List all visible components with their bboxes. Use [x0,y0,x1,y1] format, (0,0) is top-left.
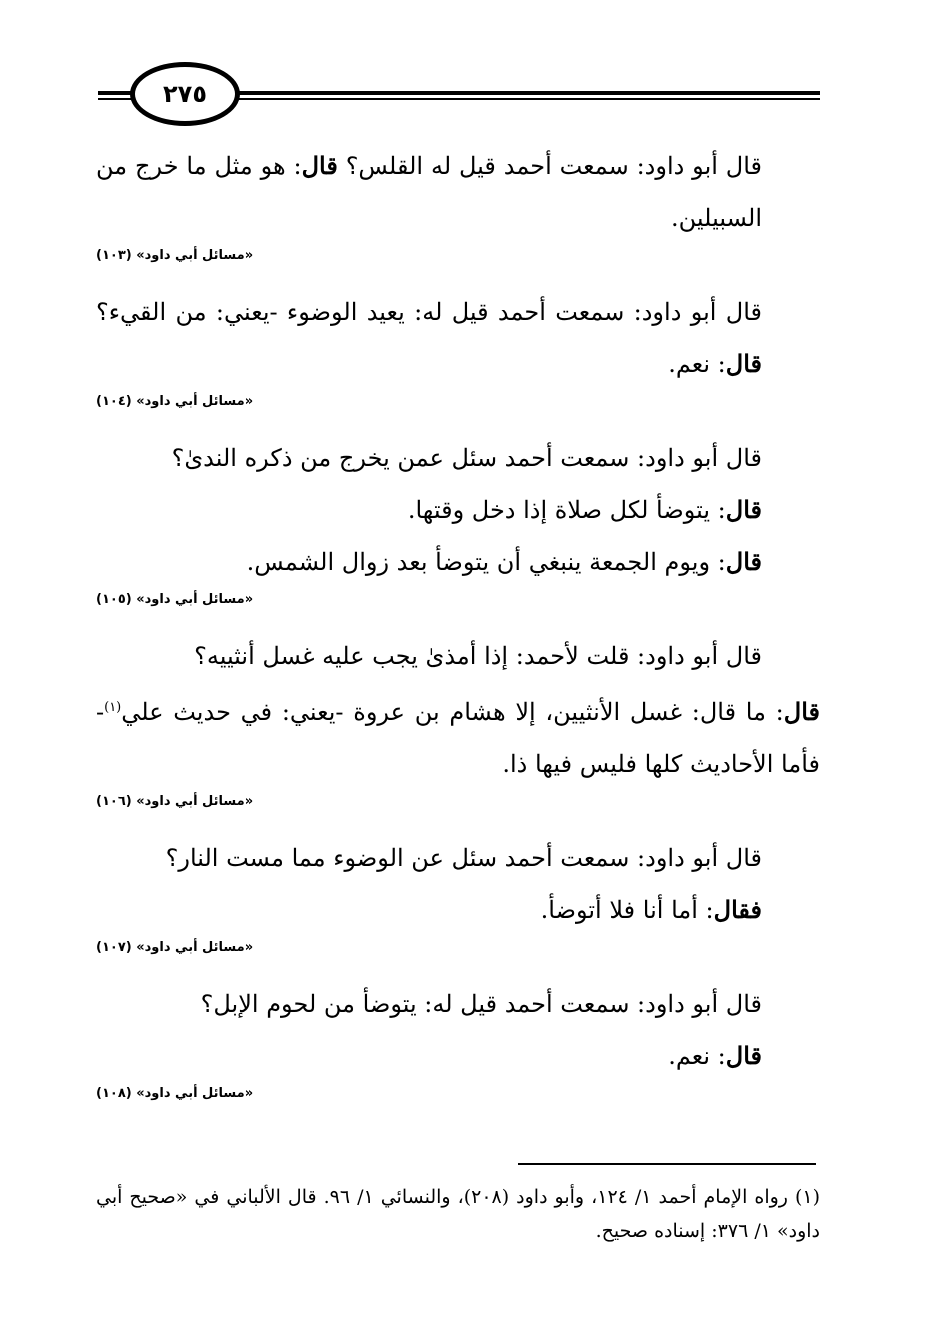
page-header [98,62,820,132]
source-citation: «مسائل أبي داود» (١٠٨) [96,1086,254,1101]
paragraph: قال: يتوضأ لكل صلاة إذا دخل وقتها. [407,495,762,524]
source-citation: «مسائل أبي داود» (١٠٧) [96,940,254,955]
source-citation: «مسائل أبي داود» (١٠٦) [96,794,254,809]
source-citation: «مسائل أبي داود» (١٠٥) [96,592,254,607]
footnote-divider [518,1163,816,1165]
page-number: ٢٧٥ [130,62,240,126]
paragraph: قال: ما قال: غسل الأنثيين، إلا هشام بن عروة -يعني: في حديث علي$^{(١)}$- فأما الأحاديث كلها فليس فيها ذا. [96,697,820,778]
paragraph: فقال: أما أنا فلا أتوضأ. [540,895,762,924]
source-citation: «مسائل أبي داود» (١٠٤) [96,394,254,409]
paragraph: قال: ويوم الجمعة ينبغي أن يتوضأ بعد زوال الشمس. [246,547,762,576]
footnote: (١) رواه الإمام أحمد ١/ ١٢٤، وأبو داود (٢٠٨)، والنسائي ١/ ٩٦. قال الألباني في «صحيح أبي داود» ١/ ٣٧٦: إسناده صحيح. [96,1186,821,1242]
paragraph: قال أبو داود: سمعت أحمد قيل له: يعيد الوضوء -يعني: من القيء؟ قال: نعم. [96,298,762,378]
paragraph: قال أبو داود: قلت لأحمد: إذا أمذىٰ يجب عليه غسل أنثييه؟ [194,642,762,670]
paragraph: قال أبو داود: سمعت أحمد سئل عن الوضوء مما مست النار؟ [165,844,762,872]
page-body [96,140,820,1124]
paragraph: قال: نعم. [668,1041,762,1070]
paragraph: قال أبو داود: سمعت أحمد قيل له القلس؟ قال: هو مثل ما خرج من السبيلين. [96,151,762,232]
paragraph: قال أبو داود: سمعت أحمد سئل عمن يخرج من ذكره الندىٰ؟ [171,444,762,472]
paragraph: قال أبو داود: سمعت أحمد قيل له: يتوضأ من لحوم الإبل؟ [200,990,762,1018]
source-citation: «مسائل أبي داود» (١٠٣) [96,248,254,263]
